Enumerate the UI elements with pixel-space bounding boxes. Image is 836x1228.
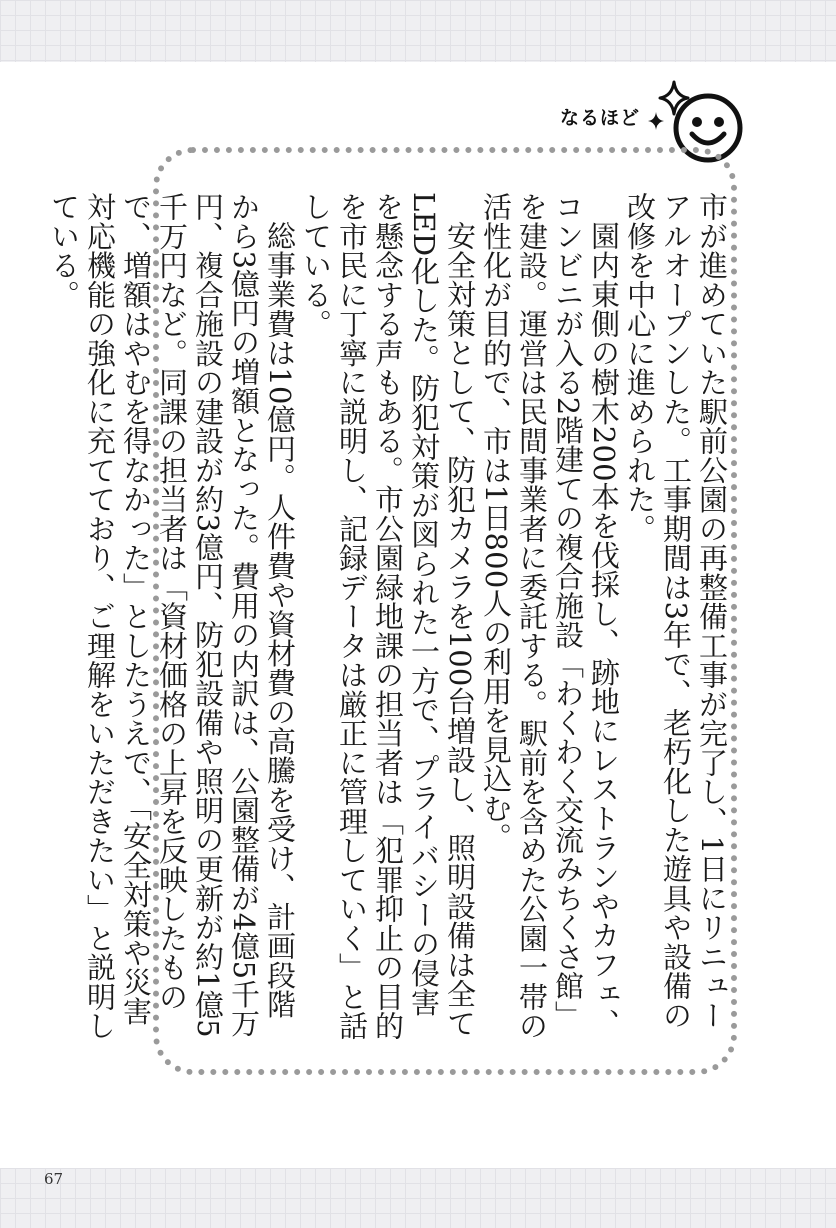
paragraph: 安全対策として、防犯カメラを100台増設し、照明設備は全てLED化した。防犯対策が図られた一方で、プライバシーの侵害を懸念する声もある。市公園緑地課の担当者は「犯罪抑止の目的を市民に丁寧に説明し、記録データは厳正に管理していく」と話している。	[299, 192, 477, 1041]
section-label: なるほど	[560, 107, 641, 129]
page-number: 67	[44, 1170, 64, 1188]
top-grid-band	[0, 0, 836, 62]
article-body	[47, 192, 730, 1042]
bottom-grid-band	[0, 1168, 836, 1228]
paragraph: 市が進めていた駅前公園の再整備工事が完了し、1日にリニューアルオープンした。工事期間は3年で、老朽化した遊具や設備の改修を中心に進められた。	[623, 192, 729, 1030]
paragraph: 総事業費は10億円。人件費や資材費の高騰を受け、計画段階から3億円の増額となった。費用の内訳は、公園整備が4億5千万円、複合施設の建設が約3億円、防犯設備や照明の更新が約1億5千万円など。同課の担当者は「資材価格の上昇を反映したもので、増額はやむを得なかった」としたうえで、「安全対策や災害対応機能の強化に充てており、ご理解をいただきたい」と説明している。	[47, 192, 297, 1041]
paragraph: 園内東側の樹木200本を伐採し、跡地にレストランやカフェ、コンビニが入る2階建ての複合施設「わくわく交流みちくさ館」を建設。運営は民間事業者に委託する。駅前を含めた公園一帯の活性化が目的で、市は1日800人の利用を見込む。	[479, 192, 621, 1041]
